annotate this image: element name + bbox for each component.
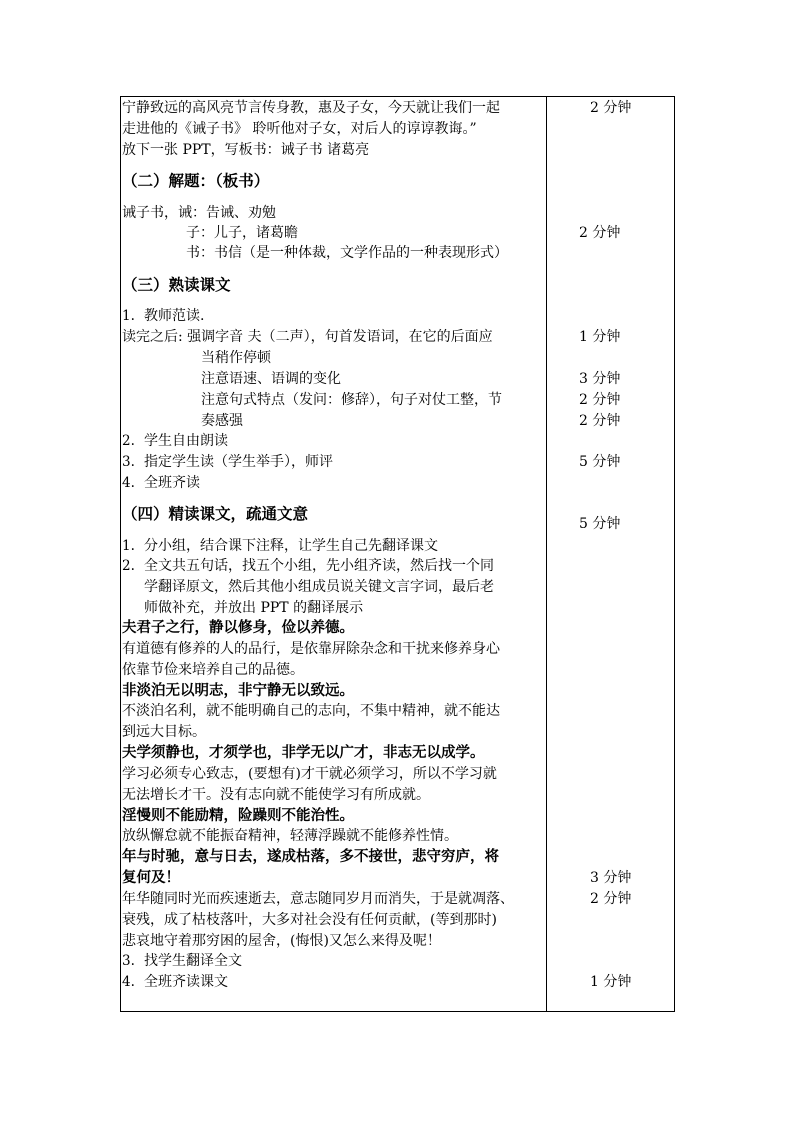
list-item: 教师范读. xyxy=(144,308,205,324)
list-item: 全文共五句话，找五个小组，先小组齐读，然后找一个同 xyxy=(144,558,494,574)
reading-note: 奏感强 xyxy=(201,413,243,429)
intro-line: 走进他的《诫子书》 聆听他对子女，对后人的谆谆教诲。” xyxy=(122,121,477,137)
section2-line: 书：书信（是一种体裁，文学作品的一种表现形式） xyxy=(186,245,508,261)
list-item: 分小组，结合课下注释，让学生自己先翻译课文 xyxy=(144,538,438,554)
list-number: 2. xyxy=(122,433,135,449)
translation-line: 不淡泊名利，就不能明确自己的志向，不集中精神，就不能达 xyxy=(122,703,500,719)
duration-label: 3 分钟 xyxy=(579,371,621,387)
classical-sentence: 年与时驰，意与日去，遂成枯落，多不接世，悲守穷庐，将 xyxy=(122,849,499,865)
reading-note: 注意语速、语调的变化 xyxy=(201,371,341,387)
translation-line: 年华随同时光而疾速逝去，意志随同岁月而消失，于是就凋落、 xyxy=(122,891,514,907)
duration-label: 1 分钟 xyxy=(590,974,632,990)
list-item: 学生自由朗读 xyxy=(144,433,228,449)
duration-label: 2 分钟 xyxy=(579,413,621,429)
classical-sentence: 淫慢则不能励精，险躁则不能治性。 xyxy=(122,808,354,824)
duration-label: 1 分钟 xyxy=(579,329,621,345)
reading-note: 注意句式特点（发问：修辞），句子对仗工整，节 xyxy=(201,392,502,408)
section-heading-2: （二）解题：（板书） xyxy=(122,172,270,190)
list-number: 3. xyxy=(122,953,135,969)
duration-label: 3 分钟 xyxy=(590,870,632,886)
duration-label: 2 分钟 xyxy=(590,100,632,116)
classical-sentence: 复何及！ xyxy=(122,870,180,886)
list-number: 4. xyxy=(122,974,135,990)
translation-line: 到远大目标。 xyxy=(122,724,206,740)
classical-sentence: 非淡泊无以明志，非宁静无以致远。 xyxy=(122,683,354,699)
list-item: 学翻译原文，然后其他小组成员说关键文言字词，最后老 xyxy=(144,579,494,595)
classical-sentence: 夫君子之行，静以修身，俭以养德。 xyxy=(122,620,354,636)
translation-line: 依靠节俭来培养自己的品德。 xyxy=(122,662,304,678)
list-item: 全班齐读 xyxy=(144,475,200,491)
translation-line: 衰残，成了枯枝落叶，大多对社会没有任何贡献，(等到那时) xyxy=(122,912,497,928)
translation-line: 学习必须专心致志，(要想有)才干就必须学习，所以不学习就 xyxy=(122,766,497,782)
list-item: 全班齐读课文 xyxy=(144,974,228,990)
list-item: 指定学生读（学生举手），师评 xyxy=(144,454,333,470)
translation-line: 悲哀地守着那穷困的屋舍，(悔恨)又怎么来得及呢！ xyxy=(122,933,441,949)
section2-line: 诫子书，诫：告诫、劝勉 xyxy=(122,205,276,221)
duration-label: 2 分钟 xyxy=(579,392,621,408)
list-number: 1. xyxy=(122,538,135,554)
list-number: 2. xyxy=(122,558,135,574)
section-heading-3: （三）熟读课文 xyxy=(122,276,231,294)
list-number: 4. xyxy=(122,475,135,491)
list-item: 找学生翻译全文 xyxy=(144,953,242,969)
duration-label: 2 分钟 xyxy=(590,891,632,907)
intro-line: 宁静致远的高风亮节言传身教，惠及子女，今天就让我们一起 xyxy=(122,100,500,116)
classical-sentence: 夫学须静也，才须学也，非学无以广才，非志无以成学。 xyxy=(122,745,485,761)
translation-line: 有道德有修养的人的品行，是依靠屏除杂念和干扰来修养身心 xyxy=(122,641,500,657)
reading-note: 读完之后: 强调字音 夫（二声），句首发语词，在它的后面应 xyxy=(122,329,493,345)
list-number: 3. xyxy=(122,454,135,470)
list-number: 1. xyxy=(122,308,135,324)
duration-label: 2 分钟 xyxy=(579,225,621,241)
duration-label: 5 分钟 xyxy=(579,516,621,532)
translation-line: 放纵懈怠就不能振奋精神，轻薄浮躁就不能修养性情。 xyxy=(122,828,458,844)
intro-line: 放下一张 PPT，写板书：诫子书 诸葛亮 xyxy=(122,142,370,158)
list-item: 师做补充，并放出 PPT 的翻译展示 xyxy=(144,600,364,616)
reading-note: 当稍作停顿 xyxy=(201,350,271,366)
translation-line: 无法增长才干。没有志向就不能使学习有所成就。 xyxy=(122,787,430,803)
duration-label: 5 分钟 xyxy=(579,454,621,470)
section-heading-4: （四）精读课文，疏通文意 xyxy=(122,505,309,523)
column-divider xyxy=(546,96,547,1012)
section2-line: 子：儿子，诸葛瞻 xyxy=(186,225,298,241)
